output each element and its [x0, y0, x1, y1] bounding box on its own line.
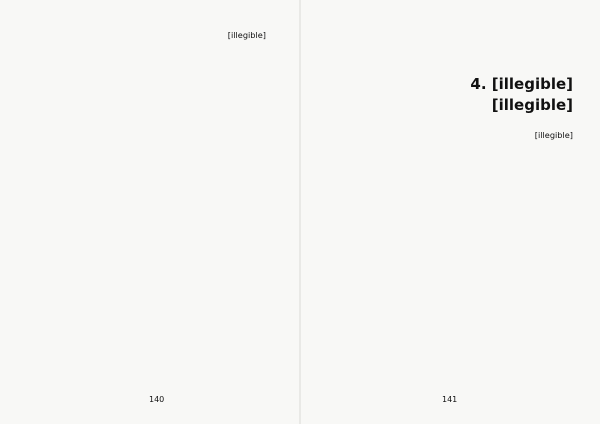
right-page-body-text: [illegible]	[534, 130, 573, 140]
section-heading-line-2: [illegible]	[491, 96, 573, 114]
left-page-number: 140	[149, 395, 165, 404]
section-heading-line-1: [illegible] .4	[470, 75, 573, 93]
section-heading	[344, 74, 573, 116]
right-page-number: 141	[442, 395, 458, 404]
right-page	[300, 0, 600, 424]
left-page-body-text: [illegible]	[227, 30, 266, 40]
